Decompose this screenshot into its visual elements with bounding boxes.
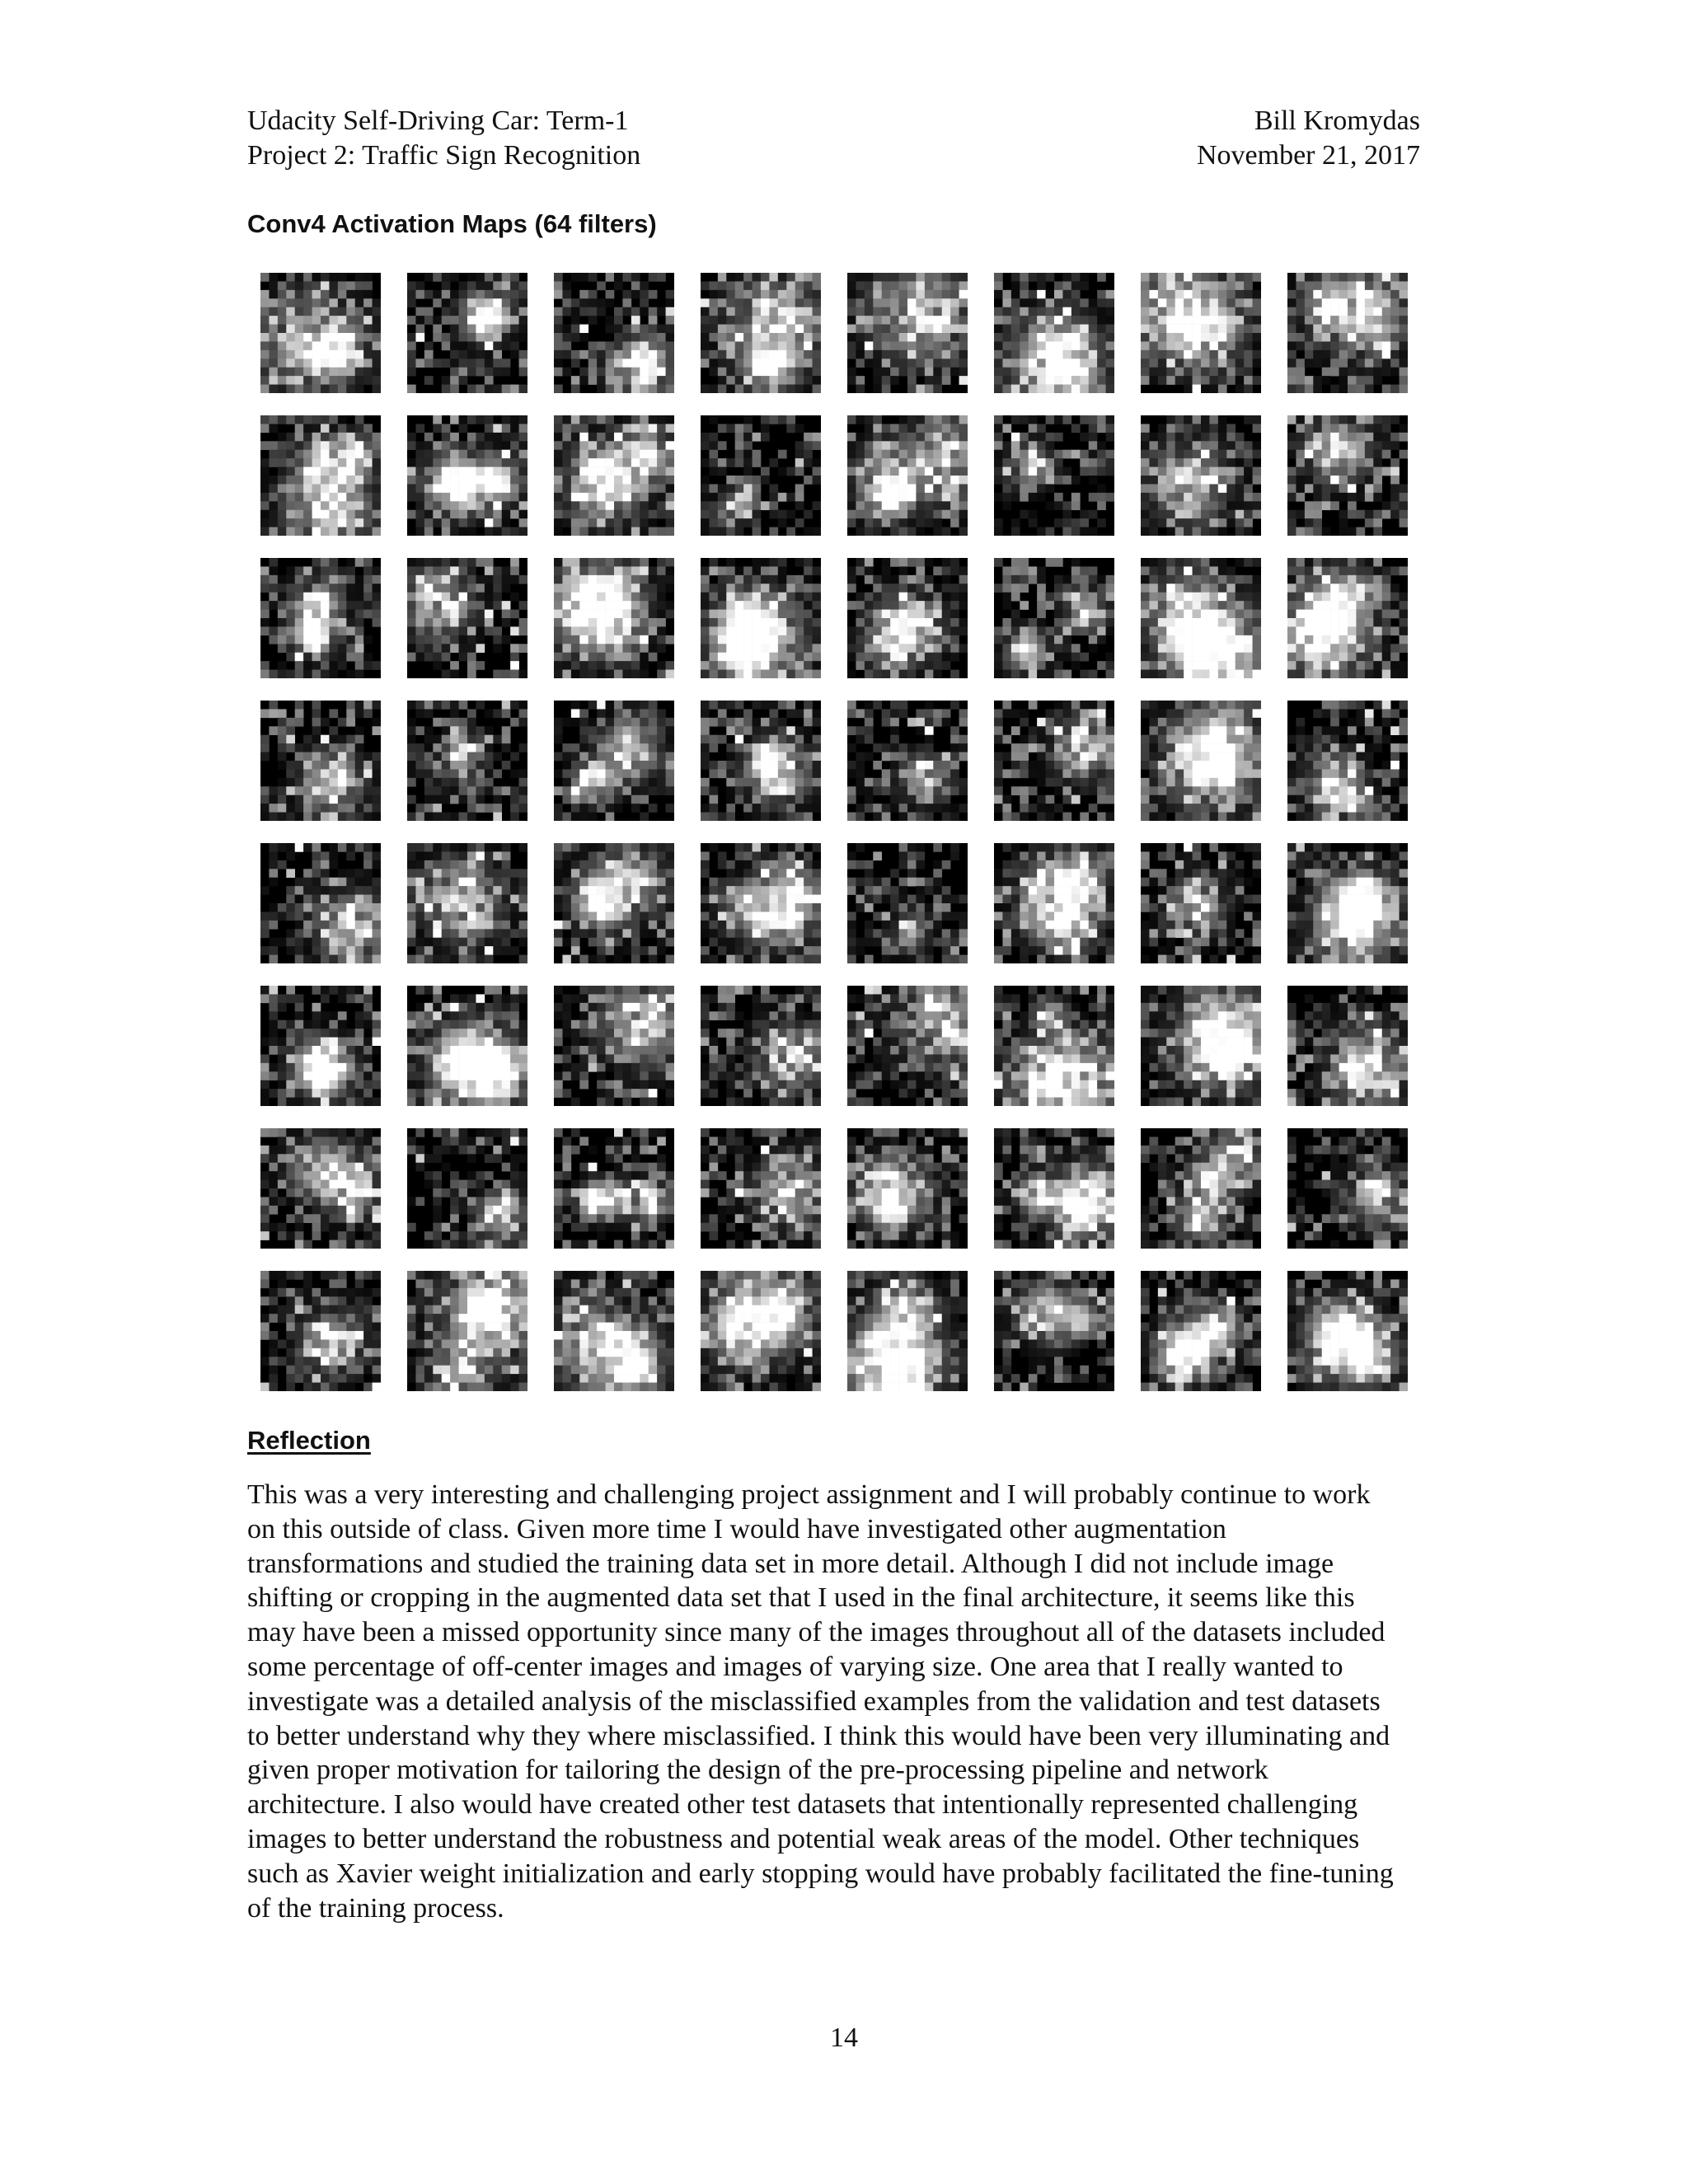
activation-map-30 (994, 701, 1114, 821)
activation-map-63 (1141, 1271, 1261, 1391)
activation-map-5 (847, 273, 968, 393)
reflection-line: This was a very interesting and challenging project assignment and I will probably continue to work (247, 1479, 1371, 1510)
activation-map-11 (554, 415, 674, 536)
activation-map-grid (260, 273, 1411, 1395)
activation-map-7 (1141, 273, 1261, 393)
reflection-heading: Reflection (247, 1426, 371, 1455)
reflection-line: transformations and studied the training data set in more detail. Although I did not include image (247, 1548, 1334, 1579)
activation-map-29 (847, 701, 968, 821)
header-left (247, 104, 640, 173)
activation-map-13 (847, 415, 968, 536)
activation-map-51 (554, 1128, 674, 1249)
header-right (1197, 104, 1420, 173)
activation-map-33 (260, 843, 381, 963)
reflection-line: such as Xavier weight initialization and early stopping would have probably facilitated the fine-tuning (247, 1858, 1394, 1889)
activation-map-46 (994, 986, 1114, 1106)
activation-map-22 (994, 558, 1114, 678)
activation-map-45 (847, 986, 968, 1106)
activation-map-36 (701, 843, 821, 963)
activation-map-19 (554, 558, 674, 678)
activation-map-12 (701, 415, 821, 536)
activation-map-59 (554, 1271, 674, 1391)
activation-map-61 (847, 1271, 968, 1391)
activation-map-24 (1287, 558, 1408, 678)
activation-map-38 (994, 843, 1114, 963)
activation-map-8 (1287, 273, 1408, 393)
activation-map-47 (1141, 986, 1261, 1106)
activation-map-40 (1287, 843, 1408, 963)
figure-heading: Conv4 Activation Maps (64 filters) (247, 209, 657, 238)
activation-map-43 (554, 986, 674, 1106)
reflection-line: investigate was a detailed analysis of the misclassified examples from the validation and test datasets (247, 1685, 1381, 1717)
activation-map-58 (407, 1271, 528, 1391)
reflection-line: images to better understand the robustness and potential weak areas of the model. Other techniques (247, 1823, 1360, 1854)
reflection-line: may have been a missed opportunity since many of the images throughout all of the datasets included (247, 1617, 1386, 1648)
activation-map-37 (847, 843, 968, 963)
activation-map-54 (994, 1128, 1114, 1249)
activation-map-32 (1287, 701, 1408, 821)
activation-map-42 (407, 986, 528, 1106)
reflection-line: given proper motivation for tailoring the design of the pre-processing pipeline and network (247, 1755, 1268, 1786)
activation-map-27 (554, 701, 674, 821)
activation-map-20 (701, 558, 821, 678)
course-title: Udacity Self-Driving Car: Term-1 (247, 105, 629, 136)
project-title: Project 2: Traffic Sign Recognition (247, 140, 641, 171)
reflection-line: to better understand why they where misclassified. I think this would have been very illuminating and (247, 1720, 1390, 1751)
reflection-line: shifting or cropping in the augmented data set that I used in the final architecture, it seems like this (247, 1582, 1355, 1614)
activation-map-4 (701, 273, 821, 393)
activation-map-48 (1287, 986, 1408, 1106)
reflection-line: of the training process. (247, 1892, 504, 1924)
activation-map-53 (847, 1128, 968, 1249)
activation-map-26 (407, 701, 528, 821)
activation-map-21 (847, 558, 968, 678)
activation-map-56 (1287, 1128, 1408, 1249)
activation-map-60 (701, 1271, 821, 1391)
activation-map-1 (260, 273, 381, 393)
activation-map-18 (407, 558, 528, 678)
activation-map-17 (260, 558, 381, 678)
activation-map-50 (407, 1128, 528, 1249)
activation-map-2 (407, 273, 528, 393)
activation-map-3 (554, 273, 674, 393)
activation-map-64 (1287, 1271, 1408, 1391)
activation-map-25 (260, 701, 381, 821)
activation-map-41 (260, 986, 381, 1106)
activation-map-15 (1141, 415, 1261, 536)
activation-map-57 (260, 1271, 381, 1391)
activation-map-34 (407, 843, 528, 963)
activation-map-16 (1287, 415, 1408, 536)
document-date: November 21, 2017 (1196, 140, 1420, 171)
activation-map-44 (701, 986, 821, 1106)
reflection-line: on this outside of class. Given more time I would have investigated other augmentation (247, 1513, 1226, 1544)
reflection-paragraph (247, 1478, 1475, 1925)
activation-map-10 (407, 415, 528, 536)
activation-map-49 (260, 1128, 381, 1249)
activation-map-31 (1141, 701, 1261, 821)
activation-map-52 (701, 1128, 821, 1249)
activation-map-6 (994, 273, 1114, 393)
page-number: 14 (830, 2022, 858, 2053)
activation-map-23 (1141, 558, 1261, 678)
reflection-line: some percentage of off-center images and images of varying size. One area that I really wanted to (247, 1651, 1343, 1682)
author-name: Bill Kromydas (1254, 105, 1420, 136)
activation-map-28 (701, 701, 821, 821)
reflection-line: architecture. I also would have created other test datasets that intentionally represented challenging (247, 1789, 1358, 1821)
activation-map-9 (260, 415, 381, 536)
activation-map-39 (1141, 843, 1261, 963)
activation-map-35 (554, 843, 674, 963)
activation-map-62 (994, 1271, 1114, 1391)
activation-map-14 (994, 415, 1114, 536)
activation-map-55 (1141, 1128, 1261, 1249)
